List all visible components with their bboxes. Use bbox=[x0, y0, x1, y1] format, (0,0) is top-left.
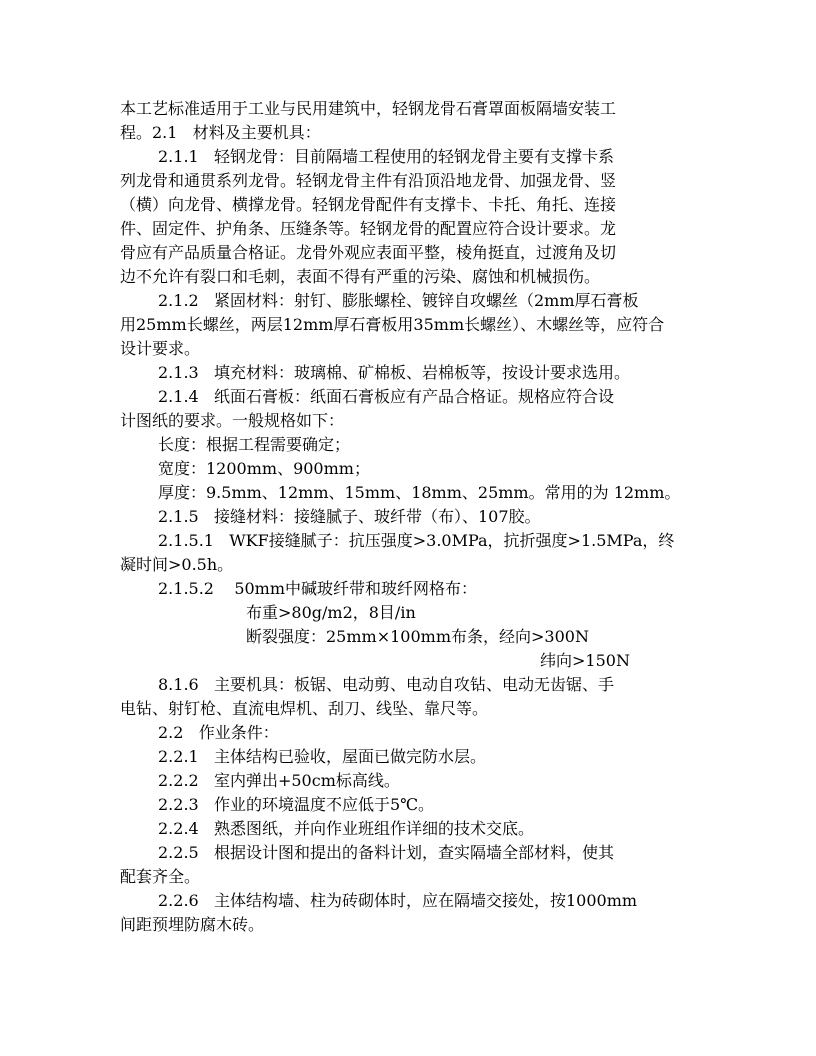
text-line: 厚度：9.5mm、12mm、15mm、18mm、25mm。常用的为 12mm。 bbox=[158, 483, 681, 502]
text-line: 布重>80g/m2，8目/in bbox=[246, 603, 416, 622]
text-line: 2.2.5 根据设计图和提出的备料计划，查实隔墙全部材料，使其 bbox=[158, 843, 614, 862]
text-line: 凝时间>0.5h。 bbox=[120, 555, 234, 574]
text-line: 2.2.2 室内弹出+50cm标高线。 bbox=[158, 771, 400, 790]
text-line: 2.2.1 主体结构已验收，屋面已做完防水层。 bbox=[158, 747, 486, 766]
text-line: 列龙骨和通贯系列龙骨。轻钢龙骨主件有沿顶沿地龙骨、加强龙骨、竖 bbox=[120, 171, 617, 190]
text-line: 间距预埋防腐木砖。 bbox=[120, 915, 265, 934]
text-line: 用25mm长螺丝，两层12mm厚石膏板用35mm长螺丝）、木螺丝等，应符合 bbox=[120, 315, 665, 334]
text-line: 2.1.5.2 50mm中碱玻纤带和玻纤网格布： bbox=[158, 579, 478, 598]
text-line: 8.1.6 主要机具：板锯、电动剪、电动自攻钻、电动无齿锯、手 bbox=[158, 675, 614, 694]
text-line: 2.1.3 填充材料：玻璃棉、矿棉板、岩棉板等，按设计要求选用。 bbox=[158, 363, 630, 382]
text-line: 2.2.6 主体结构墙、柱为砖砌体时，应在隔墙交接处，按1000mm bbox=[158, 891, 638, 910]
text-line: 配套齐全。 bbox=[120, 867, 201, 886]
text-line: 2.1.1 轻钢龙骨：目前隔墙工程使用的轻钢龙骨主要有支撑卡系 bbox=[158, 147, 614, 166]
text-line: 宽度：1200mm、900mm； bbox=[158, 459, 370, 478]
text-line: 2.1.5.1 WKF接缝腻子：抗压强度>3.0MPa，抗折强度>1.5MPa，终 bbox=[158, 531, 675, 550]
text-line: 电钻、射钉枪、直流电焊机、刮刀、线坠、靠尺等。 bbox=[120, 699, 489, 718]
text-line: 2.2.3 作业的环境温度不应低于5℃。 bbox=[158, 795, 435, 814]
text-line: 程。2.1 材料及主要机具： bbox=[120, 123, 321, 142]
text-line: 骨应有产品质量合格证。龙骨外观应表面平整，棱角挺直，过渡角及切 bbox=[120, 243, 617, 262]
text-line: 长度：根据工程需要确定； bbox=[158, 435, 351, 454]
text-line: 2.1.5 接缝材料：接缝腻子、玻纤带（布）、107胶。 bbox=[158, 507, 541, 526]
text-line: 计图纸的要求。一般规格如下： bbox=[120, 411, 345, 430]
document-body bbox=[120, 97, 698, 937]
text-line: 2.1.4 纸面石膏板：纸面石膏板应有产品合格证。规格应符合设 bbox=[158, 387, 614, 406]
text-line: （横）向龙骨、横撑龙骨。轻钢龙骨配件有支撑卡、卡托、角托、连接 bbox=[120, 195, 617, 214]
text-line: 设计要求。 bbox=[120, 339, 201, 358]
text-line: 边不允许有裂口和毛刺，表面不得有严重的污染、腐蚀和机械损伤。 bbox=[120, 267, 601, 286]
text-line: 2.2 作业条件： bbox=[158, 723, 279, 742]
text-line: 断裂强度：25mm×100mm布条，经向>300N bbox=[246, 627, 589, 646]
text-line: 件、固定件、护角条、压缝条等。轻钢龙骨的配置应符合设计要求。龙 bbox=[120, 219, 617, 238]
text-line: 2.1.2 紧固材料：射钉、膨胀螺栓、镀锌自攻螺丝（2mm厚石膏板 bbox=[158, 291, 639, 310]
text-line: 纬向>150N bbox=[540, 651, 630, 670]
text-line: 2.2.4 熟悉图纸，并向作业班组作详细的技术交底。 bbox=[158, 819, 534, 838]
text-line: 本工艺标准适用于工业与民用建筑中，轻钢龙骨石膏罩面板隔墙安装工 bbox=[120, 99, 617, 118]
